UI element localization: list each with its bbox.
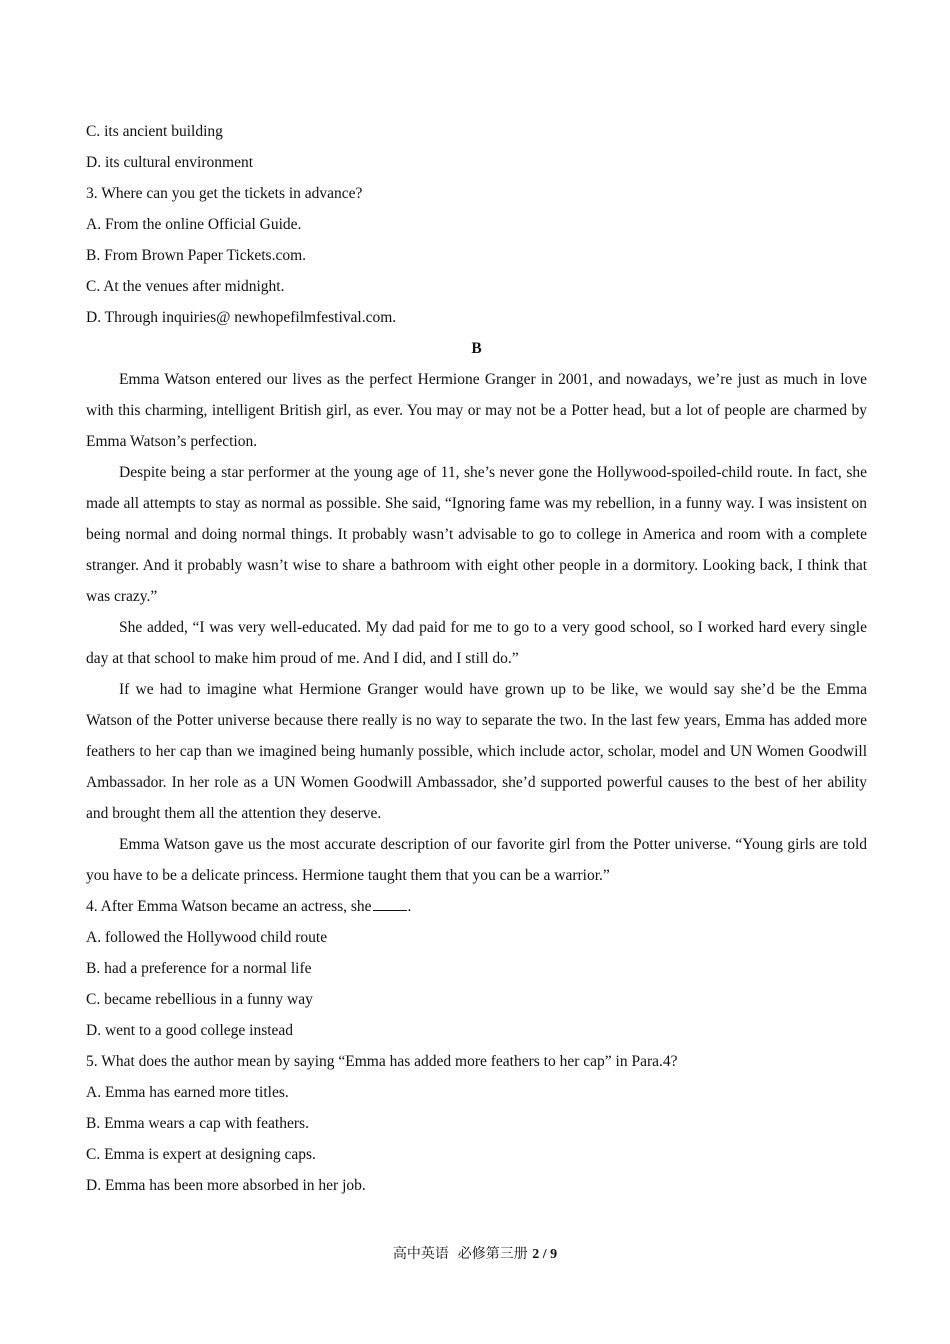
question-5-stem: 5. What does the author mean by saying “Emma has added more feathers to her cap” in Para.4? [86, 1053, 678, 1070]
option-3a: A. From the online Official Guide. [86, 216, 302, 233]
question-3-stem: 3. Where can you get the tickets in advance? [86, 185, 363, 202]
option-4c: C. became rebellious in a funny way [86, 991, 313, 1008]
question-3 [86, 178, 867, 333]
page-number: 2 / 9 [532, 1247, 558, 1262]
option-2c: C. its ancient building [86, 123, 223, 140]
question-2-options [86, 116, 867, 178]
option-5d: D. Emma has been more absorbed in her job. [86, 1177, 366, 1194]
footer-label: 高中英语 必修第三册 [392, 1246, 528, 1262]
passage-b-paragraph-5: Emma Watson gave us the most accurate description of our favorite girl from the Potter universe. “Young girls are told you have to be a delicate princess. Hermione taught them that you can be a warrior.” [86, 836, 867, 884]
question-4-stem-end: . [407, 898, 412, 915]
answer-blank [373, 894, 407, 911]
option-3b: B. From Brown Paper Tickets.com. [86, 247, 307, 264]
question-5 [86, 1046, 867, 1201]
passage-b-paragraph-1: Emma Watson entered our lives as the perfect Hermione Granger in 2001, and nowadays, we’re just as much in love with this charming, intelligent British girl, as ever. You may or may not be a Potter head, but a lot of people are charmed by Emma Watson’s perfection. [86, 371, 867, 450]
option-5c: C. Emma is expert at designing caps. [86, 1146, 316, 1163]
option-2d: D. its cultural environment [86, 154, 254, 171]
option-4a: A. followed the Hollywood child route [86, 929, 328, 946]
option-3d: D. Through inquiries@ newhopefilmfestival.com. [86, 309, 397, 326]
question-4-stem-text: 4. After Emma Watson became an actress, she [86, 898, 372, 915]
passage-b-paragraph-3: She added, “I was very well-educated. My dad paid for me to go to a very good school, so I worked hard every single day at that school to make him proud of me. And I did, and I still do.” [86, 619, 867, 667]
option-3c: C. At the venues after midnight. [86, 278, 285, 295]
question-4-stem [86, 891, 867, 922]
option-4d: D. went to a good college instead [86, 1022, 294, 1039]
question-4 [86, 891, 867, 1046]
page-footer [0, 1244, 950, 1265]
option-4b: B. had a preference for a normal life [86, 960, 312, 977]
passage-b-heading: B [471, 340, 482, 357]
passage-b-paragraph-4: If we had to imagine what Hermione Granger would have grown up to be like, we would say she’d be the Emma Watson of the Potter universe because there really is no way to separate the two. In the last few years, Emma has added more feathers to her cap than we imagined being humanly possible, which include actor, scholar, model and UN Women Goodwill Ambassador. In her role as a UN Women Goodwill Ambassador, she’d supported powerful causes to the best of her ability and brought them all the attention they deserve. [86, 681, 867, 822]
option-5b: B. Emma wears a cap with feathers. [86, 1115, 309, 1132]
passage-b [86, 364, 867, 891]
option-5a: A. Emma has earned more titles. [86, 1084, 289, 1101]
passage-b-paragraph-2: Despite being a star performer at the young age of 11, she’s never gone the Hollywood-spoiled-child route. In fact, she made all attempts to stay as normal as possible. She said, “Ignoring fame was my rebellion, in a funny way. I was insistent on being normal and doing normal things. It probably wasn’t advisable to go to college in America and room with a complete stranger. And it probably wasn’t wise to share a bathroom with eight other people in a dormitory. Looking back, I think that was crazy.” [86, 464, 867, 605]
worksheet-body [86, 116, 867, 1201]
